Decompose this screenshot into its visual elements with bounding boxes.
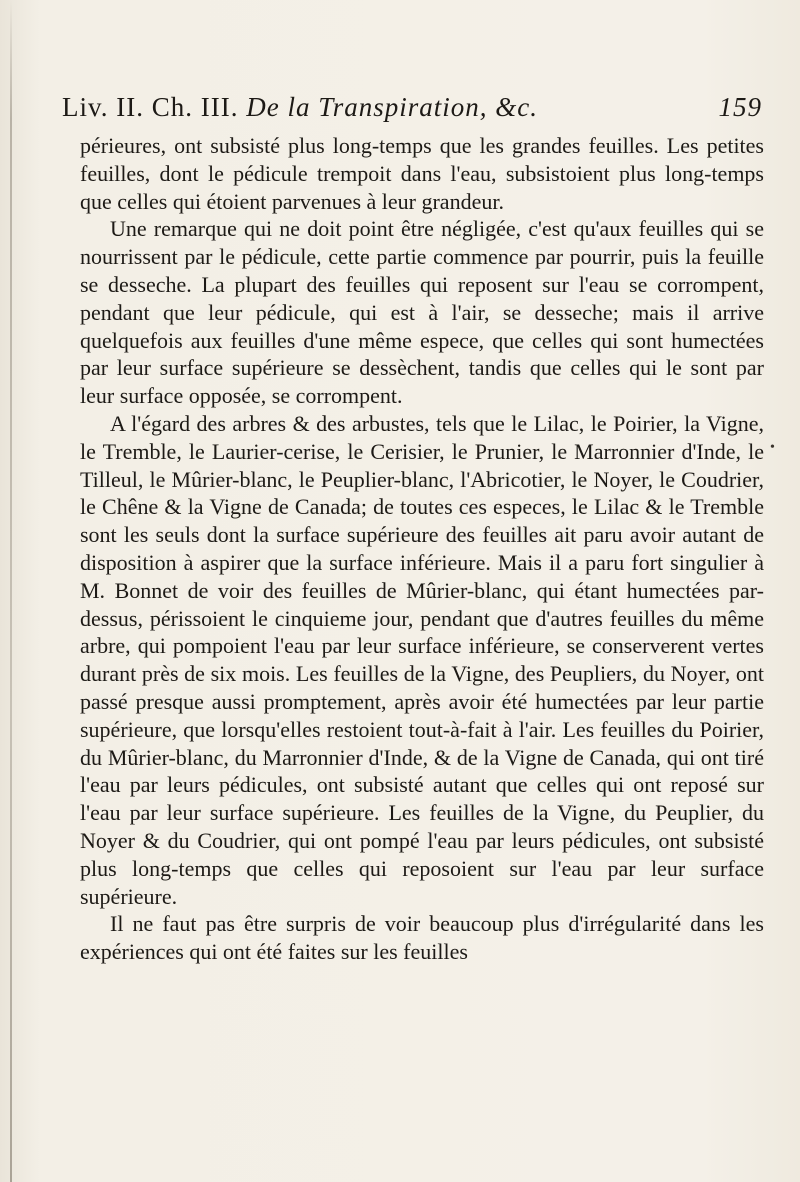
running-title	[62, 92, 538, 123]
margin-mark: •	[770, 440, 775, 455]
running-title-italic: De la Transpiration, &c.	[246, 92, 538, 122]
paragraph-1: périeures, ont subsisté plus long-temps que les grandes feuilles. Les petites feuilles, dont le pédicule trempoit dans l'eau, subsistoient plus long-temps que celles qui étoient parvenues à leur grandeur.	[80, 133, 764, 214]
paragraph-3: A l'égard des arbres & des arbustes, tels que le Lilac, le Poirier, la Vigne, le Tremble, le Laurier-cerise, le Cerisier, le Prunier, le Marronnier d'Inde, le Tilleul, le Mûrier-blanc, le Peuplier-blanc, l'Abricotier, le Noyer, le Coudrier, le Chêne & la Vigne de Canada; de toutes ces especes, le Lilac & le Tremble sont les seuls dont la surface supérieure des feuilles ait paru avoir autant de disposition à aspirer que la surface inférieure. Mais il a paru fort singulier à M. Bonnet de voir des feuilles de Mûrier-blanc, qui étant humectées par-dessus, périssoient le cinquieme jour, pendant que d'autres feuilles du même arbre, qui pompoient l'eau par leur surface inférieure, se conserverent vertes durant près de six mois. Les feuilles de la Vigne, des Peupliers, du Noyer, ont passé presque aussi promptement, après avoir été humectées par leur partie supérieure, que lorsqu'elles restoient tout-à-fait à l'air. Les feuilles du Poirier, du Mûrier-blanc, du Marronnier d'Inde, & de la Vigne de Canada, qui ont tiré l'eau par leurs pédicules, ont subsisté autant que celles qui ont reposé sur l'eau par leur surface supérieure. Les feuilles de la Vigne, du Peuplier, du Noyer & du Coudrier, qui ont pompé l'eau par leurs pédicules, ont subsisté plus long-temps que celles qui reposoient sur l'eau par leur surface supérieure.	[80, 410, 764, 909]
paragraph-4: Il ne faut pas être surpris de voir beaucoup plus d'irrégularité dans les expériences qui ont été faites sur les feuilles	[80, 911, 764, 965]
paragraph-2: Une remarque qui ne doit point être négligée, c'est qu'aux feuilles qui se nourrissent par le pédicule, cette partie commence par pourrir, puis la feuille se desseche. La plupart des feuilles qui reposent sur l'eau se corrompent, pendant que leur pédicule, qui est à l'air, se desseche; mais il arrive quelquefois aux feuilles d'une même espece, que celles qui sont humectées par leur surface supérieure se dessèchent, tandis que celles qui le sont par leur surface opposée, se corrompent.	[80, 216, 764, 409]
body-text	[80, 132, 764, 966]
running-header	[62, 92, 762, 132]
page-gutter-shadow	[10, 0, 12, 1182]
page-number: 159	[718, 92, 762, 122]
running-title-roman: Liv. II. Ch. III.	[62, 92, 247, 122]
